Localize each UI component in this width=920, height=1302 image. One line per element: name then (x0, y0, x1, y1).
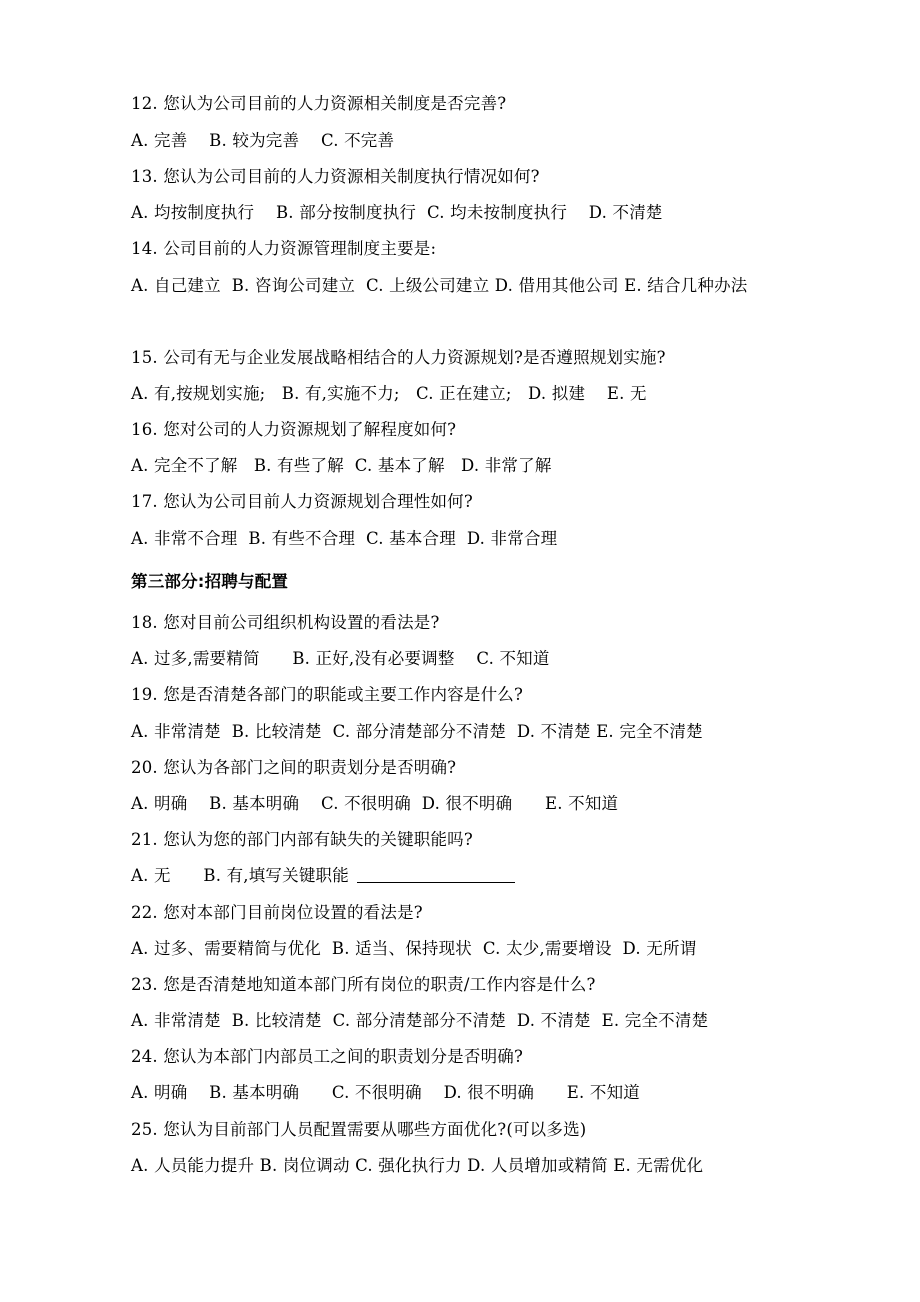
question-24: 24. 您认为本部门内部员工之间的职责划分是否明确? (131, 1047, 524, 1066)
question-18: 18. 您对目前公司组织机构设置的看法是? (131, 613, 440, 632)
question-19: 19. 您是否清楚各部门的职能或主要工作内容是什么? (131, 685, 524, 704)
options-17: A. 非常不合理 B. 有些不合理 C. 基本合理 D. 非常合理 (131, 529, 558, 548)
options-15: A. 有,按规划实施; B. 有,实施不力; C. 正在建立; D. 拟建 E. 无 (131, 384, 647, 403)
key-function-blank[interactable] (357, 868, 515, 883)
options-14: A. 自己建立 B. 咨询公司建立 C. 上级公司建立 D. 借用其他公司 E. 结合几种办法 (131, 276, 748, 295)
question-12: 12. 您认为公司目前的人力资源相关制度是否完善? (131, 94, 507, 113)
options-13: A. 均按制度执行 B. 部分按制度执行 C. 均未按制度执行 D. 不清楚 (131, 203, 663, 222)
options-24: A. 明确 B. 基本明确 C. 不很明确 D. 很不明确 E. 不知道 (131, 1083, 641, 1102)
question-23: 23. 您是否清楚地知道本部门所有岗位的职责/工作内容是什么? (131, 975, 596, 994)
options-22: A. 过多、需要精简与优化 B. 适当、保持现状 C. 太少,需要增设 D. 无所谓 (131, 939, 697, 958)
question-21: 21. 您认为您的部门内部有缺失的关键职能吗? (131, 830, 473, 849)
question-25: 25. 您认为目前部门人员配置需要从哪些方面优化?(可以多选) (131, 1120, 587, 1139)
options-19: A. 非常清楚 B. 比较清楚 C. 部分清楚部分不清楚 D. 不清楚 E. 完全不清楚 (131, 722, 703, 741)
question-22: 22. 您对本部门目前岗位设置的看法是? (131, 903, 423, 922)
options-18: A. 过多,需要精简 B. 正好,没有必要调整 C. 不知道 (131, 649, 550, 668)
options-21: A. 无 B. 有,填写关键职能 (131, 866, 349, 885)
options-12: A. 完善 B. 较为完善 C. 不完善 (131, 131, 395, 150)
question-20: 20. 您认为各部门之间的职责划分是否明确? (131, 758, 457, 777)
options-21-row (131, 866, 515, 886)
question-13: 13. 您认为公司目前的人力资源相关制度执行情况如何? (131, 167, 540, 186)
question-16: 16. 您对公司的人力资源规划了解程度如何? (131, 420, 457, 439)
section-title: 第三部分:招聘与配置 (131, 572, 289, 591)
question-14: 14. 公司目前的人力资源管理制度主要是: (131, 239, 437, 258)
options-23: A. 非常清楚 B. 比较清楚 C. 部分清楚部分不清楚 D. 不清楚 E. 完全不清楚 (131, 1011, 709, 1030)
question-15: 15. 公司有无与企业发展战略相结合的人力资源规划?是否遵照规划实施? (131, 348, 666, 367)
options-20: A. 明确 B. 基本明确 C. 不很明确 D. 很不明确 E. 不知道 (131, 794, 619, 813)
options-25: A. 人员能力提升 B. 岗位调动 C. 强化执行力 D. 人员增加或精简 E. 无需优化 (131, 1156, 704, 1175)
question-17: 17. 您认为公司目前人力资源规划合理性如何? (131, 492, 473, 511)
options-16: A. 完全不了解 B. 有些了解 C. 基本了解 D. 非常了解 (131, 456, 552, 475)
